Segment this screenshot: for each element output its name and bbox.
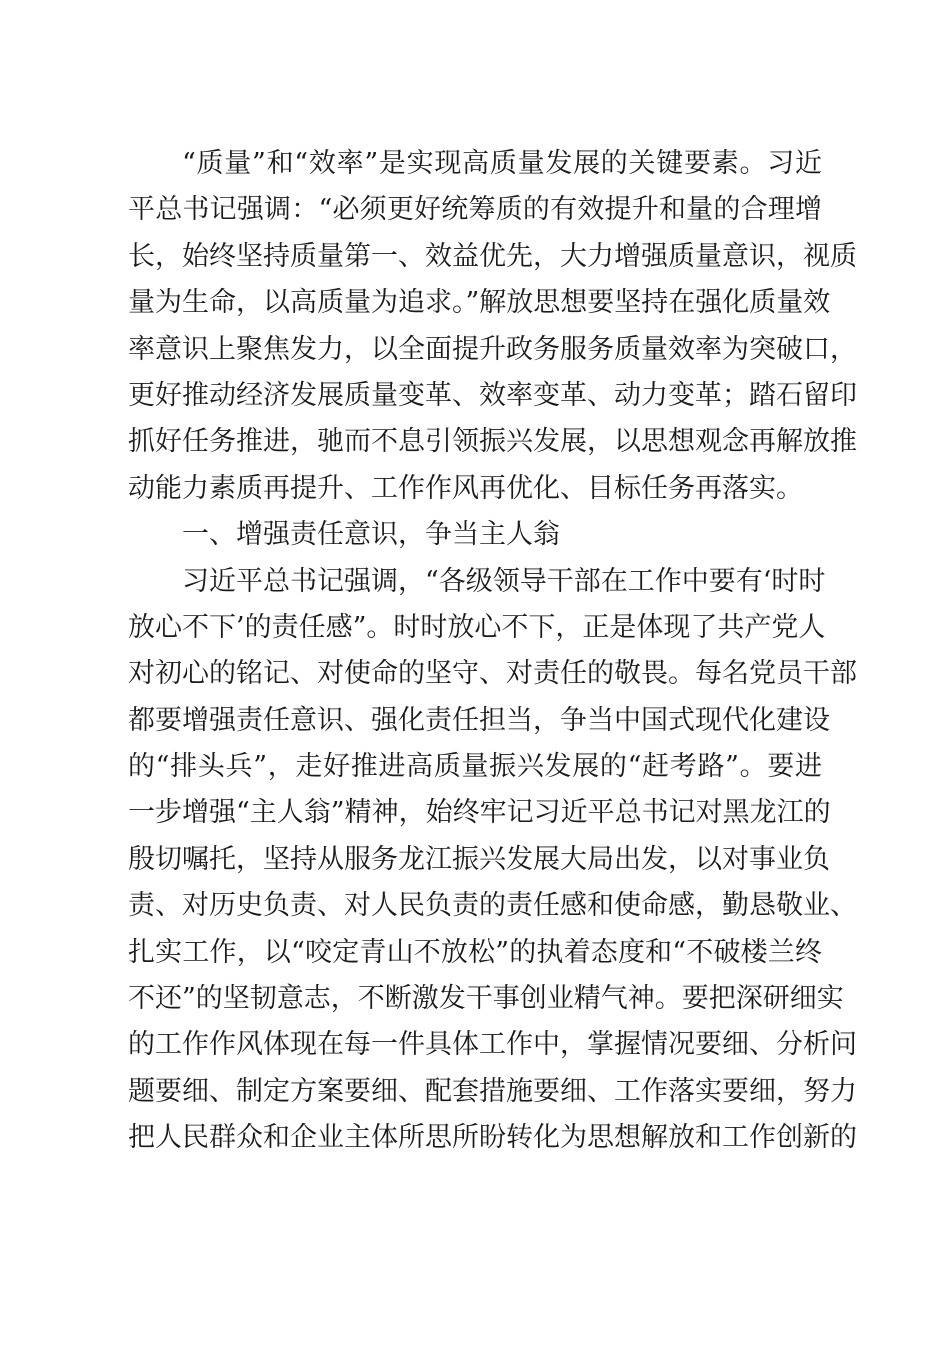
text-line: 长，始终坚持质量第一、效益优先，大力增强质量意识，视质 [128, 240, 857, 272]
document-body [128, 141, 857, 1162]
text-line: 把人民群众和企业主体所思所盼转化为思想解放和工作创新的 [128, 1122, 857, 1154]
section-heading-1 [128, 512, 822, 558]
paragraph-body-1 [128, 559, 857, 1162]
text-line: 的工作作风体现在每一件具体工作中，掌握情况要细、分析问 [128, 1029, 857, 1061]
text-line: 责、对历史负责、对人民负责的责任感和使命感，勤恳敬业、 [128, 890, 857, 922]
paragraph-intro [128, 141, 857, 512]
text-line: 一步增强“主人翁”精神，始终牢记习近平总书记对黑龙江的 [128, 797, 831, 829]
text-line: 抓好任务推进，驰而不息引领振兴发展，以思想观念再解放推 [128, 426, 857, 458]
text-line: 率意识上聚焦发力，以全面提升政务服务质量效率为突破口， [128, 333, 857, 365]
text-line: 的“排头兵”，走好推进高质量振兴发展的“赶考路”。要进 [128, 751, 822, 783]
text-line: “质量”和“效率”是实现高质量发展的关键要素。习近 [182, 148, 822, 179]
text-line: 扎实工作，以“咬定青山不放松”的执着态度和“不破楼兰终 [128, 936, 822, 968]
text-line: 动能力素质再提升、工作作风再优化、目标任务再落实。 [128, 472, 803, 504]
text-line: 习近平总书记强调，“各级领导干部在工作中要有‘时时 [182, 565, 826, 597]
text-line: 放心不下’的责任感”。时时放心不下，正是体现了共产党人 [128, 611, 826, 643]
text-line: 对初心的铭记、对使命的坚守、对责任的敬畏。每名党员干部 [128, 658, 857, 690]
text-line: 平总书记强调：“必须更好统筹质的有效提升和量的合理增 [128, 194, 822, 226]
text-line: 题要细、制定方案要细、配套措施要细、工作落实要细，努力 [128, 1075, 857, 1107]
section-heading: 一、增强责任意识，争当主人翁 [182, 519, 560, 551]
text-line: 都要增强责任意识、强化责任担当，争当中国式现代化建设 [128, 704, 830, 736]
text-line: 更好推动经济发展质量变革、效率变革、动力变革；踏石留印 [128, 379, 857, 411]
text-line: 不还”的坚韧意志，不断激发干事创业精气神。要把深研细实 [128, 983, 844, 1015]
text-line: 量为生命，以高质量为追求。”解放思想要坚持在强化质量效 [128, 287, 831, 319]
text-line: 殷切嘱托，坚持从服务龙江振兴发展大局出发，以对事业负 [128, 843, 830, 875]
